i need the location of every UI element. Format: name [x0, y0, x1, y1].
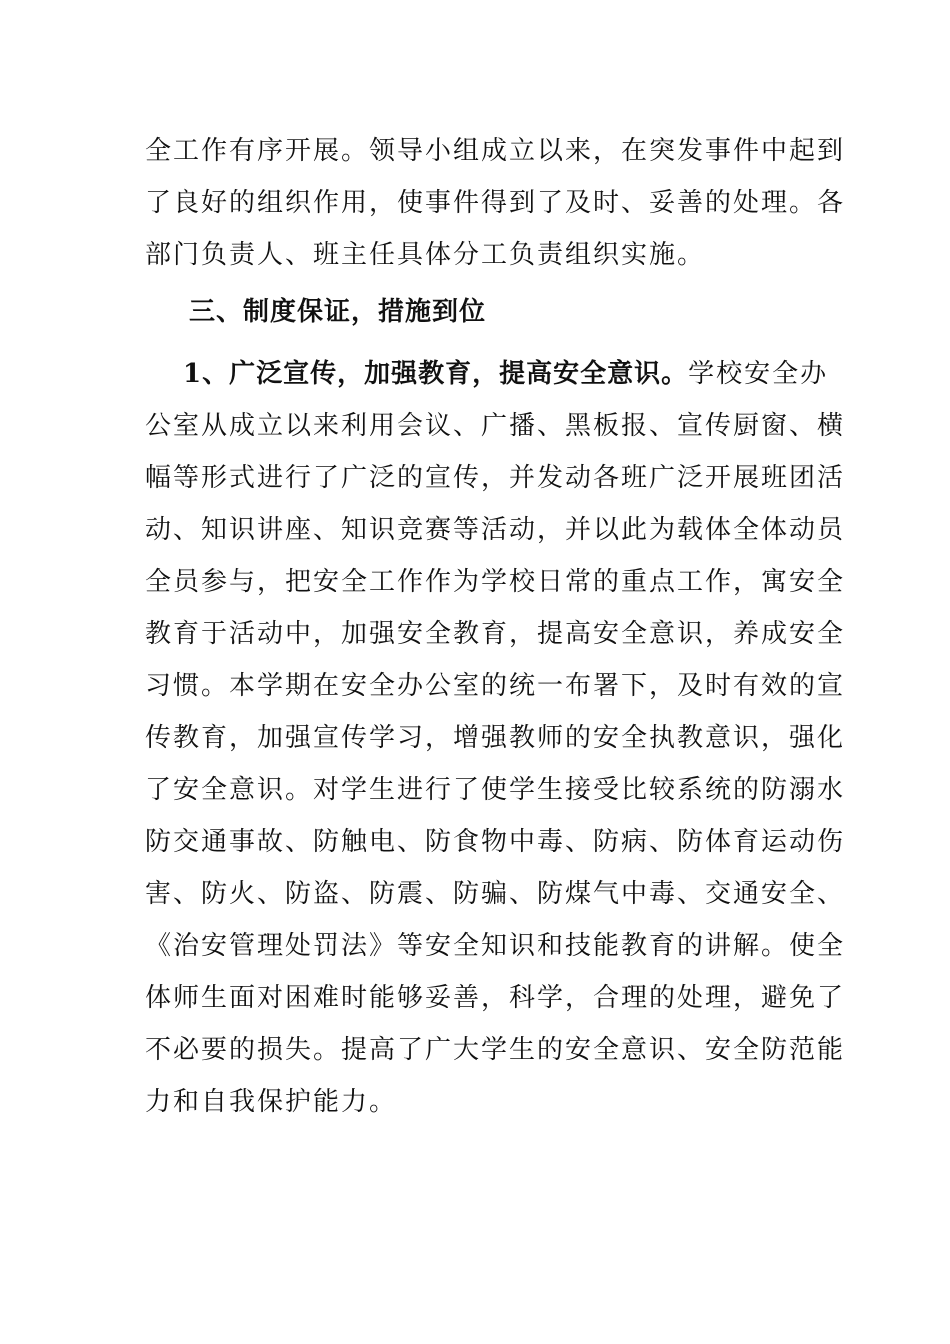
text-line: 全工作有序开展。领导小组成立以来，在突发事件中起到 — [145, 136, 846, 166]
text-line: 防交通事故、防触电、防食物中毒、防病、防体育运动伤 — [145, 827, 846, 857]
paragraph-lead-line — [145, 348, 829, 400]
text-line: 部门负责人、班主任具体分工负责组织实施。 — [145, 240, 706, 270]
text-line: 力和自我保护能力。 — [145, 1087, 398, 1117]
text-line: 了良好的组织作用，使事件得到了及时、妥善的处理。各 — [145, 188, 846, 218]
text-line: 公室从成立以来利用会议、广播、黑板报、宣传厨窗、横 — [145, 411, 846, 441]
text-line: 不必要的损失。提高了广大学生的安全意识、安全防范能 — [145, 1035, 846, 1065]
text-line: 幅等形式进行了广泛的宣传，并发动各班广泛开展班团活 — [145, 463, 846, 493]
paragraph-publicity — [145, 348, 846, 1128]
text-line: 习惯。本学期在安全办公室的统一布署下，及时有效的宣 — [145, 671, 846, 701]
text-line: 动、知识讲座、知识竞赛等活动，并以此为载体全体动员 — [145, 515, 846, 545]
text-line: 全员参与，把安全工作作为学校日常的重点工作，寓安全 — [145, 567, 846, 597]
section-heading — [145, 286, 810, 338]
paragraph-lead-bold: 1、广泛宣传，加强教育，提高安全意识。 — [183, 359, 689, 389]
section-heading-text: 三、制度保证，措施到位 — [189, 297, 487, 327]
text-line: 体师生面对困难时能够妥善，科学，合理的处理，避免了 — [145, 983, 846, 1013]
text-line: 了安全意识。对学生进行了使学生接受比较系统的防溺水 — [145, 775, 846, 805]
text-line: 教育于活动中，加强安全教育，提高安全意识，养成安全 — [145, 619, 846, 649]
text-line: 害、防火、防盗、防震、防骗、防煤气中毒、交通安全、 — [145, 879, 846, 909]
paragraph-lead-rest: 学校安全办 — [688, 359, 829, 389]
paragraph-org-work — [145, 125, 846, 281]
text-line: 传教育，加强宣传学习，增强教师的安全执教意识，强化 — [145, 723, 846, 753]
text-line: 《治安管理处罚法》等安全知识和技能教育的讲解。使全 — [145, 931, 846, 961]
